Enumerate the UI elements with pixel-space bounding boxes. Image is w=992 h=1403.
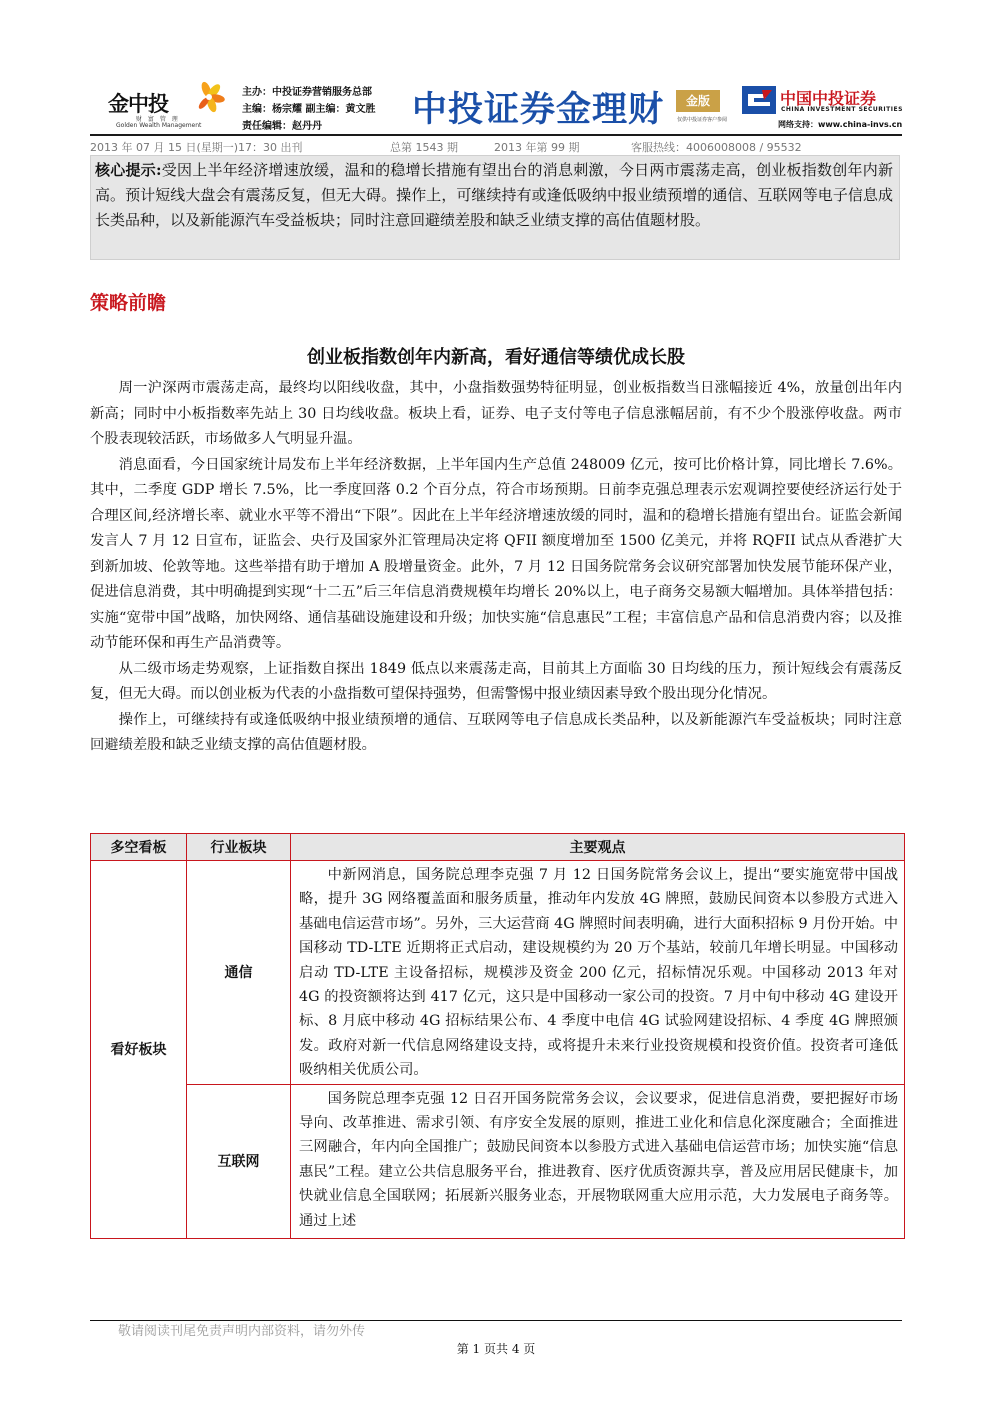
masthead-responsible-editor: 责任编辑：赵丹丹: [242, 121, 322, 132]
header-rule: [90, 134, 902, 136]
badge-subtitle: 仅供中投证券客户参阅: [677, 117, 728, 123]
logo-subtitle-en: Golden Wealth Management: [116, 122, 202, 129]
table-header-cell: 主要观点: [291, 834, 905, 861]
issue-info-bar: [90, 137, 902, 155]
article-paragraph: 操作上，可继续持有或逢低吸纳中报业绩预增的通信、互联网等电子信息成长类品种，以及新能源汽车受益板块；同时注意回避绩差股和缺乏业绩支撑的高估值题材股。: [90, 711, 902, 753]
article-paragraph: 周一沪深两市震荡走高，最终均以阳线收盘，其中，小盘指数强势特征明显，创业板指数当日涨幅接近 4%，放量创出年内新高；同时中小板指数率先站上 30 日均线收盘。板块上看，证券、电子支付等电子信息涨幅居前，有不少个股涨停收盘。两市个股表现较活跃，市场做多人气明显升温。: [90, 380, 902, 447]
logo-subtitle-cn: 财 富 管 理: [136, 116, 180, 123]
issue-date: 2013 年 07 月 15 日(星期一)17：30 出刊: [90, 141, 303, 154]
total-issue: 总第 1543 期: [390, 141, 458, 154]
cis-logo-icon: [742, 86, 776, 114]
article-paragraph: 消息面看，今日国家统计局发布上半年经济数据，上半年国内生产总值 248009 亿元，按可比价格计算，同比增长 7.6%。其中，二季度 GDP 增长 7.5%，比一季度回落 0.2 个百分点，符合市场预期。日前李克强总理表示宏观调控要使经济运行处于合理区间,经济增长率、就业水平等不滑出“下限”。因此在上半年经济增速放缓的同时，温和的稳增长措施有望出台。证监会新闻发言人 7 月 12 日宣布，证监会、央行及国家外汇管理局决定将 QFII 额度增加至 1500 亿美元，并将 RQFII 试点从香港扩大到新加坡、伦敦等地。这些举措有助于增加 A 股增量资金。此外，7 月 12 日国务院常务会议研究部署加快发展节能环保产业，促进信息消费，其中明确提到实现“十二五”后三年信息消费规模年均增长 20%以上，电子商务交易额大幅增加。具体举措包括：实施“宽带中国”战略，加快网络、通信基础设施建设和升级；加快实施“信息惠民”工程；丰富信息产品和信息消费内容；以及推动节能环保和再生产品消费等。: [90, 456, 902, 651]
article-title: 创业板指数创年内新高，看好通信等绩优成长股: [307, 347, 685, 368]
sector-view-table: [90, 833, 904, 1278]
table-row: [91, 861, 905, 1085]
view-cell: [291, 861, 905, 1085]
table-header-row: [91, 834, 905, 861]
sector-cell: 通信: [187, 861, 291, 1085]
core-tip-box: [90, 155, 900, 260]
company-name-en: CHINA INVESTMENT SECURITIES: [781, 106, 903, 113]
golden-wealth-logo: [108, 84, 226, 134]
service-hotline: 客服热线：4006008008 / 95532: [631, 141, 802, 154]
page-number: 第 1 页共 4 页: [456, 1342, 536, 1356]
table-header-cell: 多空看板: [91, 834, 187, 861]
section-title: 策略前瞻: [90, 292, 167, 314]
company-website[interactable]: 网络支持：www.china-invs.cn: [778, 120, 903, 129]
table-header-cell: 行业板块: [187, 834, 291, 861]
masthead: [242, 84, 375, 135]
sector-cell: 互联网: [187, 1084, 291, 1238]
footer-disclaimer-note: 敬请阅读刊尾免责声明内部资料，请勿外传: [118, 1324, 366, 1339]
core-tip-text: 受因上半年经济增速放缓，温和的稳增长措施有望出台的消息刺激，今日两市震荡走高，创业板指数创年内新高。预计短线大盘会有震荡反复，但无大碍。操作上，可继续持有或逢低吸纳中报业绩预增的通信、互联网等电子信息成长类品种，以及新能源汽车受益板块；同时注意回避绩差股和缺乏业绩支撑的高估值题材股。: [95, 161, 893, 229]
view-cell: [291, 1084, 905, 1238]
table-row: [91, 1084, 905, 1238]
flower-icon: [192, 80, 226, 114]
year-issue: 2013 年第 99 期: [494, 141, 580, 154]
masthead-editors: 主编：杨宗耀 副主编：黄文胜: [242, 104, 376, 115]
masthead-sponsor: 主办：中投证券营销服务总部: [242, 87, 372, 98]
category-cell: 看好板块: [91, 861, 187, 1239]
gold-edition-badge: 金版: [676, 90, 720, 112]
brand-title: 中投证券金理财: [412, 90, 665, 130]
article-body: [90, 376, 902, 759]
article-paragraph: 从二级市场走势观察，上证指数自探出 1849 低点以来震荡走高，目前其上方面临 30 日均线的压力，预计短线会有震荡反复，但无大碍。而以创业板为代表的小盘指数可望保持强势，但需警惕中报业绩因素导致个股出现分化情况。: [90, 660, 902, 702]
view-text: 中新网消息，国务院总理李克强 7 月 12 日国务院常务会议上，提出“要实施宽带中国战略，提升 3G 网络覆盖面和服务质量，推动年内发放 4G 牌照，鼓励民间资本以参股方式进入基础电信运营市场”。另外，三大运营商 4G 牌照时间表明确，进行大面积招标 9 月份开始。中国移动 TD-LTE 近期将正式启动，建设规模约为 20 万个基站，较前几年增长明显。中国移动启动 TD-LTE 主设备招标，规模涉及资金 200 亿元，招标情况乐观。中国移动 2013 年对 4G 的投资额将达到 417 亿元，这只是中国移动一家公司的投资。7 月中旬中移动 4G 建设开标、8 月底中移动 4G 招标结果公布、4 季度中电信 4G 试验网建设招标、4 季度 4G 牌照颁发。政府对新一代信息网络建设支持，或将提升未来行业投资规模和投资价值。投资者可逢低吸纳相关优质公司。: [299, 867, 898, 1079]
logo-text: 金中投: [108, 92, 168, 116]
view-text: 国务院总理李克强 12 日召开国务院常务会议，会议要求，促进信息消费，要把握好市场导向、改革推进、需求引领、有序安全发展的原则，推进工业化和信息化深度融合；全面推进三网融合，年内向全国推广；鼓励民间资本以参股方式进入基础电信运营市场；加快实施“信息惠民”工程。建立公共信息服务平台，推进教育、医疗优质资源共享，普及应用居民健康卡，加快就业信息全国联网；拓展新兴服务业态，开展物联网重大应用示范，大力发展电子商务等。通过上述: [299, 1090, 898, 1229]
company-name: 中国中投证券: [780, 89, 877, 108]
core-tip-label: 核心提示:: [95, 161, 162, 179]
